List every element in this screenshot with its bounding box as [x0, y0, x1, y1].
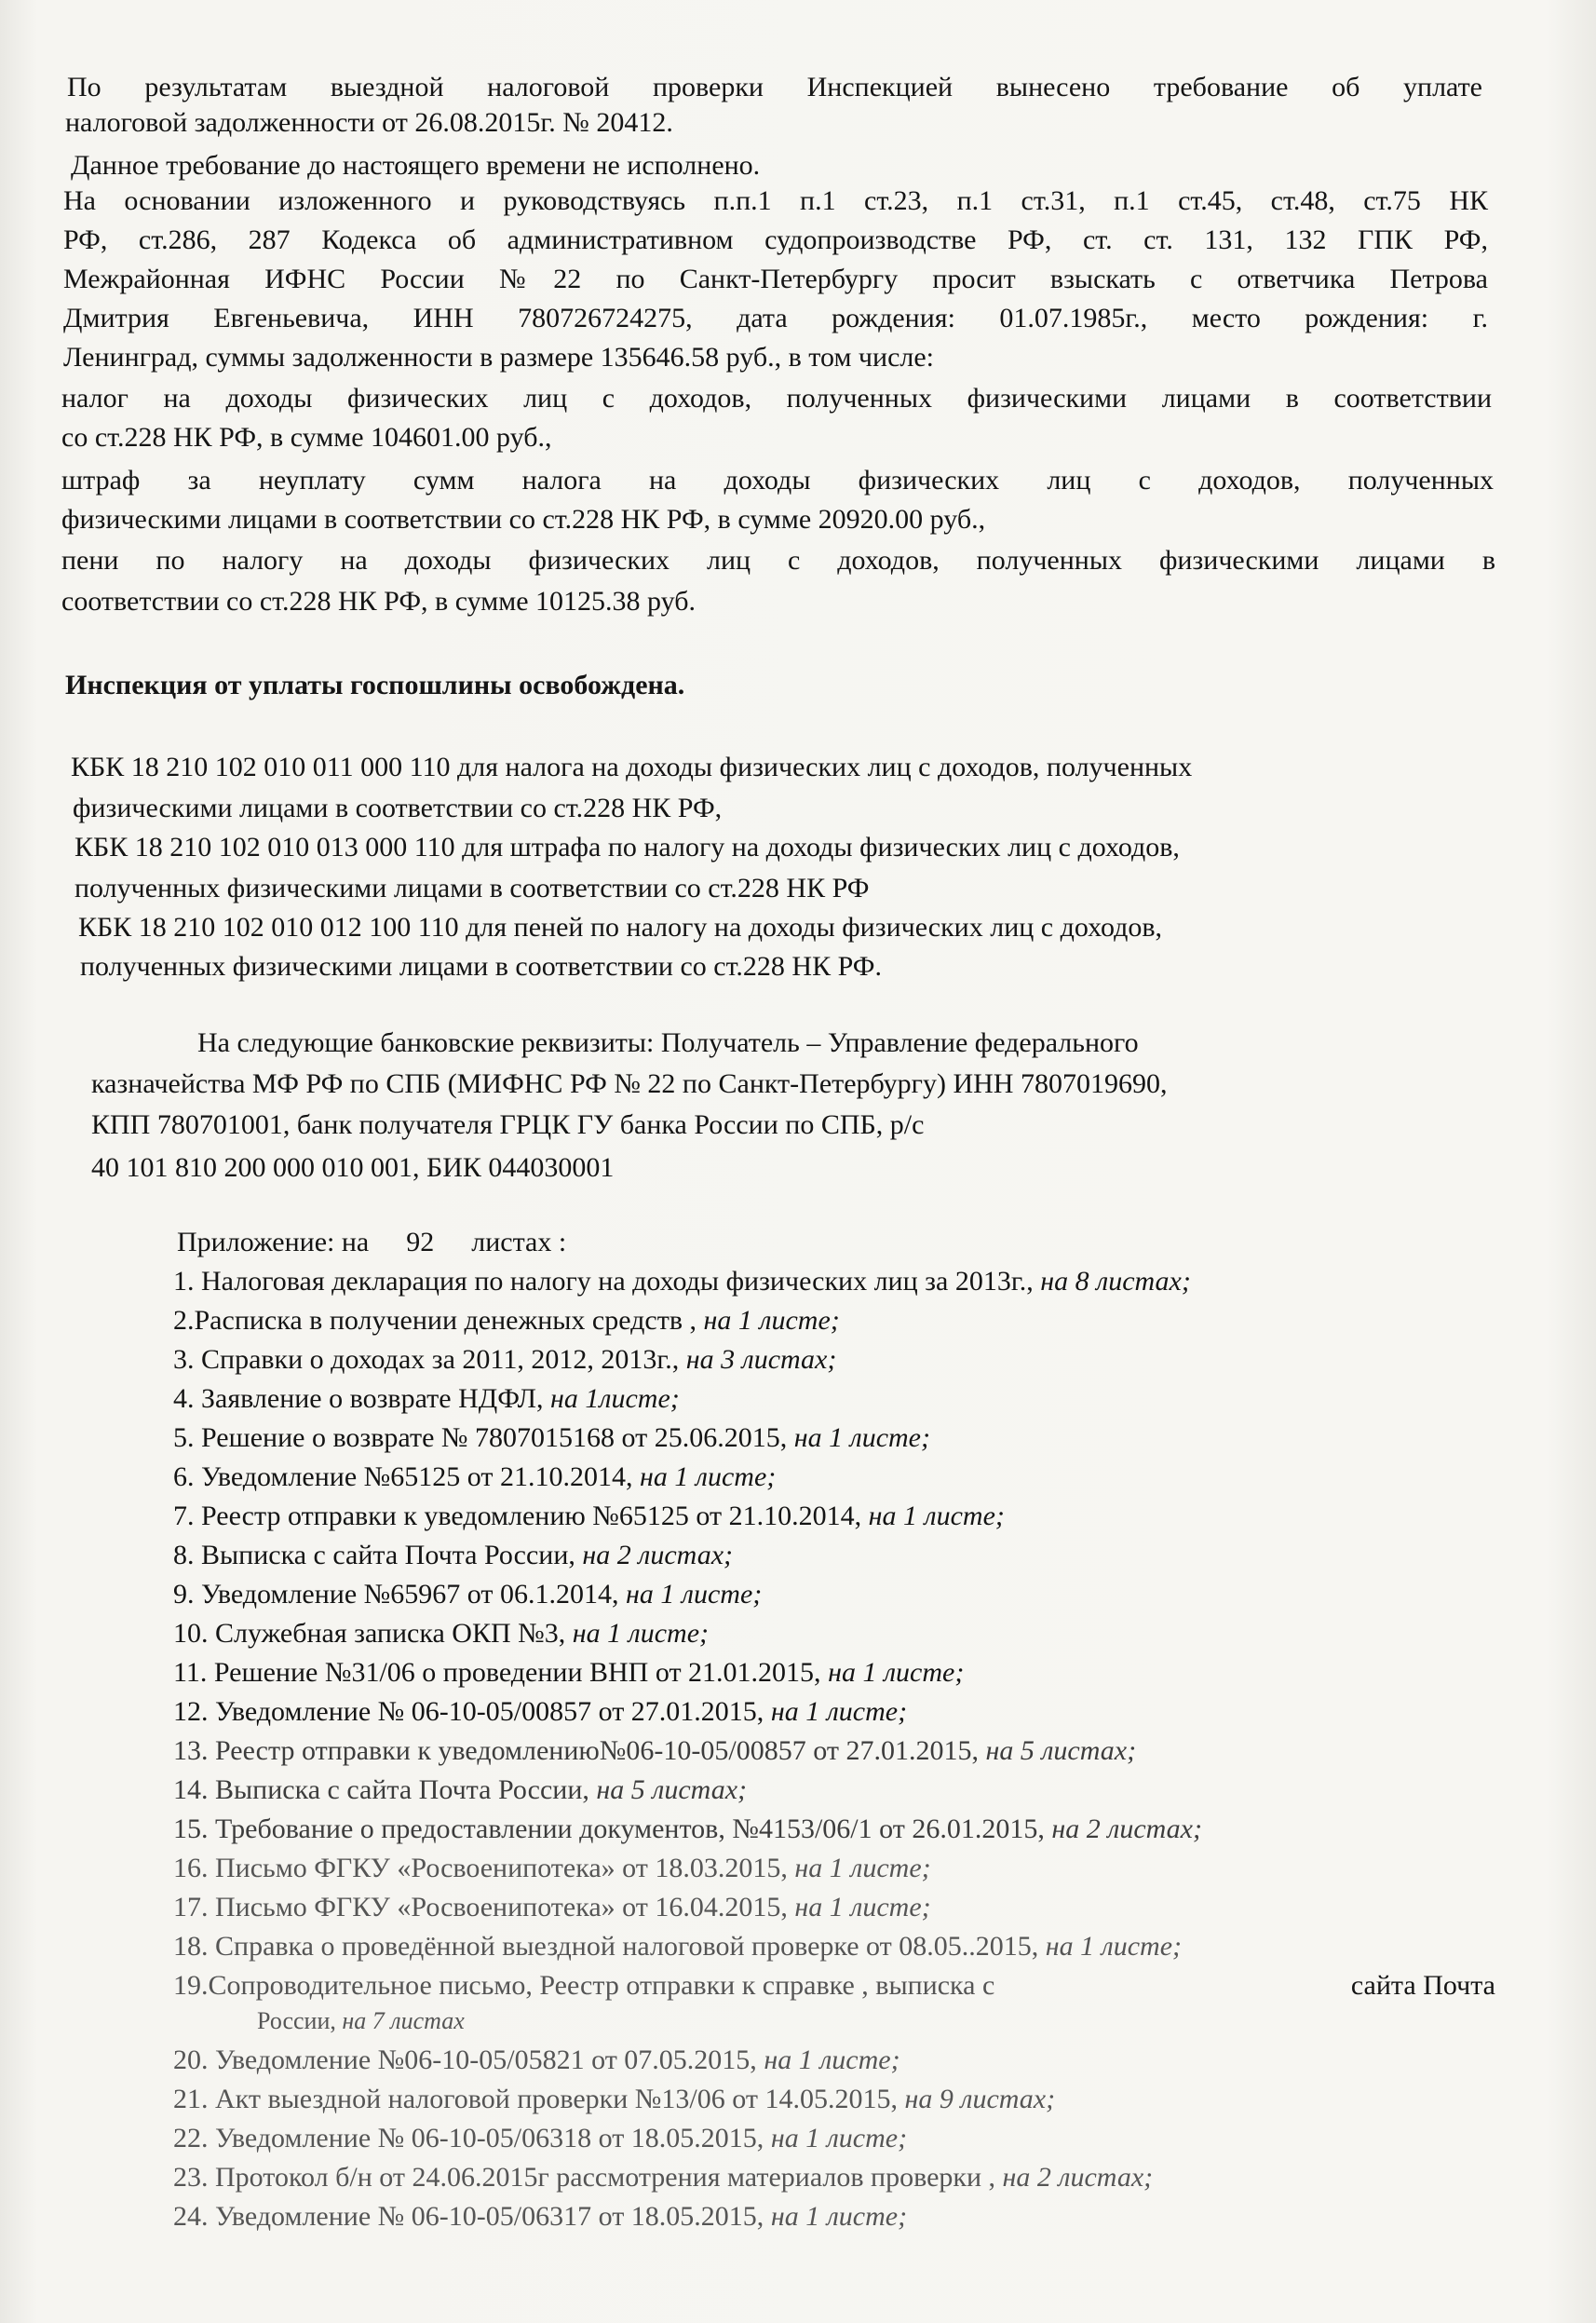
- attachments-heading: [177, 1226, 566, 1259]
- bank-line: 40 101 810 200 000 010 001, БИК 044030001: [91, 1152, 615, 1183]
- kbk-line: КБК 18 210 102 010 011 000 110 для налога на доходы физических лиц с доходов, полученных: [71, 752, 1193, 782]
- attachment-item: 22. Уведомление № 06-10-05/06318 от 18.05.2015, на 1 листе;: [173, 2123, 908, 2153]
- attachments-sheet-count: 92: [406, 1227, 435, 1257]
- attachment-item: 18. Справка о проведённой выездной налоговой проверке от 08.05..2015, на 1 листе;: [173, 1931, 1183, 1962]
- body-line: пени по налогу на доходы физических лиц с доходов, полученных физическими лицами в: [61, 545, 1495, 576]
- attachment-item: 20. Уведомление №06-10-05/05821 от 07.05.2015, на 1 листе;: [173, 2045, 900, 2075]
- attachment-item: 3. Справки о доходах за 2011, 2012, 2013г., на 3 листах;: [173, 1344, 837, 1375]
- bank-line: На следующие банковские реквизиты: Получатель – Управление федерального: [197, 1027, 1139, 1058]
- body-line: налог на доходы физических лиц с доходов, полученных физическими лицами в соответствии: [61, 383, 1492, 414]
- attachment-item: 11. Решение №31/06 о проведении ВНП от 21.01.2015, на 1 листе;: [173, 1657, 965, 1688]
- attachment-item: 4. Заявление о возврате НДФЛ, на 1листе;: [173, 1383, 680, 1414]
- attachment-item: 21. Акт выездной налоговой проверки №13/06 от 14.05.2015, на 9 листах;: [173, 2084, 1056, 2114]
- attachment-item-continuation: России, на 7 листах: [257, 2007, 465, 2034]
- body-line: физическими лицами в соответствии со ст.228 НК РФ, в сумме 20920.00 руб.,: [61, 504, 986, 535]
- attachment-item: 19.Сопроводительное письмо, Реестр отправки к справке , выписка с сайта Почта: [173, 1970, 1495, 2001]
- attachment-item: 24. Уведомление № 06-10-05/06317 от 18.05.2015, на 1 листе;: [173, 2201, 908, 2232]
- attachment-item: 10. Служебная записка ОКП №3, на 1 листе;: [173, 1618, 710, 1649]
- body-line: налоговой задолженности от 26.08.2015г. № 20412.: [65, 107, 673, 138]
- attachment-item: 15. Требование о предоставлении документов, №4153/06/1 от 26.01.2015, на 2 листах;: [173, 1814, 1202, 1844]
- attachments-heading-suffix: листах :: [471, 1227, 567, 1257]
- body-line: РФ, ст.286, 287 Кодекса об административном судопроизводстве РФ, ст. ст. 131, 132 ГПК РФ,: [63, 224, 1488, 255]
- body-line: Межрайонная ИФНС России №22 по Санкт-Петербургу просит взыскать с ответчика Петрова: [63, 264, 1488, 294]
- bank-line: КПП 780701001, банк получателя ГРЦК ГУ банка России по СПБ, р/с: [91, 1109, 925, 1140]
- fee-exemption-line: Инспекция от уплаты госпошлины освобождена.: [65, 670, 685, 700]
- body-line: Дмитрия Евгеньевича, ИНН 780726724275, дата рождения: 01.07.1985г., место рождения: г.: [63, 303, 1488, 333]
- attachment-item: 8. Выписка с сайта Почта России, на 2 листах;: [173, 1540, 734, 1570]
- body-line: соответствии со ст.228 НК РФ, в сумме 10125.38 руб.: [61, 586, 696, 617]
- attachment-item: 16. Письмо ФГКУ «Росвоенипотека» от 18.03.2015, на 1 листе;: [173, 1853, 931, 1883]
- kbk-line: полученных физическими лицами в соответствии со ст.228 НК РФ: [74, 873, 870, 903]
- attachment-item: 5. Решение о возврате № 7807015168 от 25.06.2015, на 1 листе;: [173, 1422, 930, 1453]
- body-line: со ст.228 НК РФ, в сумме 104601.00 руб.,: [61, 422, 552, 453]
- body-line: Данное требование до настоящего времени не исполнено.: [71, 150, 761, 181]
- attachment-item: 9. Уведомление №65967 от 06.1.2014, на 1 листе;: [173, 1579, 763, 1610]
- body-line: штраф за неуплату сумм налога на доходы физических лиц с доходов, полученных: [61, 465, 1494, 496]
- body-line: По результатам выездной налоговой проверки Инспекцией вынесено требование об уплате: [67, 72, 1482, 102]
- body-line: На основании изложенного и руководствуясь п.п.1 п.1 ст.23, п.1 ст.31, п.1 ст.45, ст.48, ст.75 НК: [63, 185, 1488, 216]
- attachment-item: 12. Уведомление № 06-10-05/00857 от 27.01.2015, на 1 листе;: [173, 1696, 908, 1727]
- body-line: Ленинград, суммы задолженности в размере 135646.58 руб., в том числе:: [63, 342, 935, 373]
- attachment-item: 1. Налоговая декларация по налогу на доходы физических лиц за 2013г., на 8 листах;: [173, 1266, 1191, 1297]
- bank-line: казначейства МФ РФ по СПБ (МИФНС РФ № 22 по Санкт-Петербургу) ИНН 7807019690,: [91, 1068, 1168, 1099]
- attachment-item-tail: сайта Почта: [1350, 1970, 1495, 2001]
- kbk-line: полученных физическими лицами в соответствии со ст.228 НК РФ.: [80, 951, 882, 982]
- kbk-line: КБК 18 210 102 010 012 100 110 для пеней по налогу на доходы физических лиц с доходов,: [78, 912, 1163, 943]
- attachment-item: 6. Уведомление №65125 от 21.10.2014, на 1 листе;: [173, 1461, 777, 1492]
- attachment-item: 23. Протокол б/н от 24.06.2015г рассмотрения материалов проверки , на 2 листах;: [173, 2162, 1154, 2193]
- attachment-item: 2.Расписка в получении денежных средств , на 1 листе;: [173, 1305, 840, 1336]
- kbk-line: физическими лицами в соответствии со ст.228 НК РФ,: [73, 793, 723, 823]
- attachment-item: 17. Письмо ФГКУ «Росвоенипотека» от 16.04.2015, на 1 листе;: [173, 1892, 931, 1922]
- attachment-item: 7. Реестр отправки к уведомлению №65125 от 21.10.2014, на 1 листе;: [173, 1501, 1005, 1531]
- attachments-heading-prefix: Приложение: на: [177, 1227, 370, 1257]
- attachment-item: 13. Реестр отправки к уведомлению№06-10-05/00857 от 27.01.2015, на 5 листах;: [173, 1735, 1137, 1766]
- kbk-line: КБК 18 210 102 010 013 000 110 для штрафа по налогу на доходы физических лиц с доходов,: [74, 832, 1180, 863]
- attachment-item: 14. Выписка с сайта Почта России, на 5 листах;: [173, 1774, 748, 1805]
